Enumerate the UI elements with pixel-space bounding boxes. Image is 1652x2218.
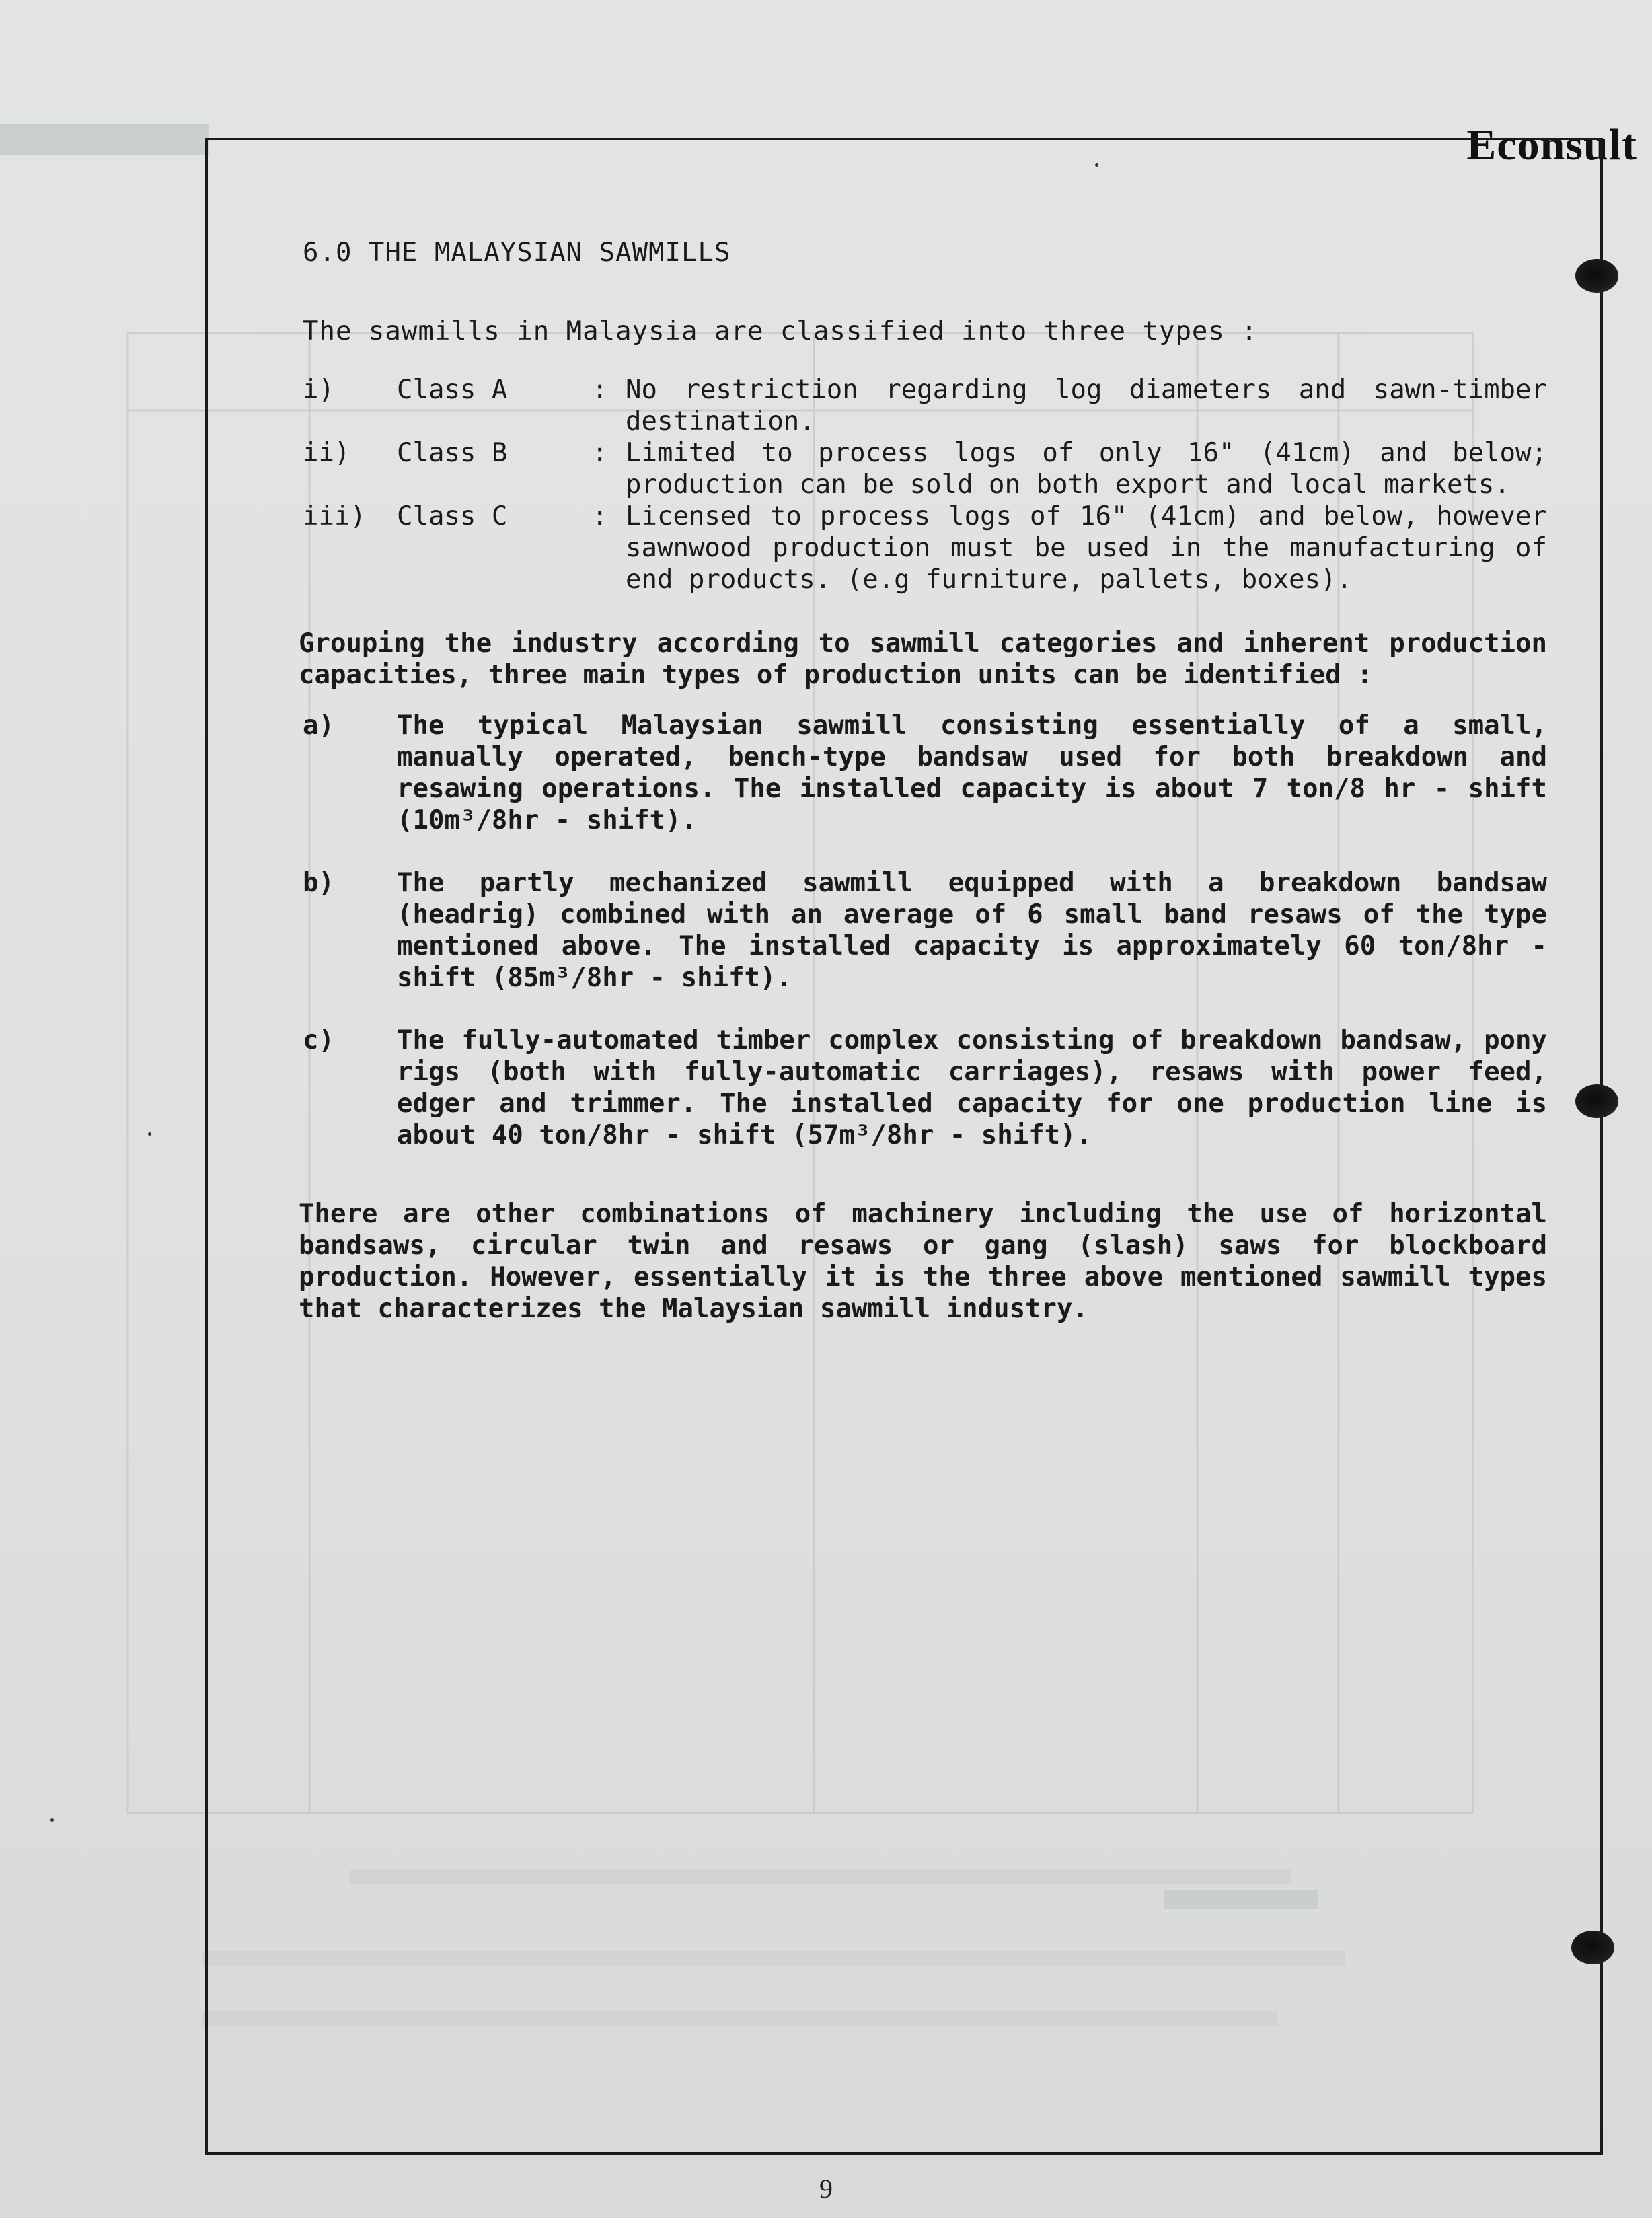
class-name: Class C bbox=[397, 501, 508, 531]
document-body bbox=[296, 237, 1547, 1325]
class-description: Limited to process logs of only 16" (41cm) and below; production can be sold on both export and local markets. bbox=[626, 438, 1547, 500]
unit-text: The typical Malaysian sawmill consisting essentially of a small, manually operated, bench-type bandsaw used for both breakdown and resawing operations. The installed capacity is about 7 ton/8 hr - shift (10m³/8hr - shift). bbox=[397, 710, 1547, 836]
speck bbox=[1095, 163, 1098, 167]
unit-text: The fully-automated timber complex consisting of breakdown bandsaw, pony rigs (both with fully-automatic carriages), resaws with power feed, edger and trimmer. The installed capacity for one production line is about 40 ton/8hr - shift (57m³/8hr - shift). bbox=[397, 1025, 1547, 1150]
class-description: No restriction regarding log diameters and sawn-timber destination. bbox=[626, 375, 1547, 437]
econsult-brand: Econsult bbox=[1466, 120, 1637, 170]
class-colon: : bbox=[592, 501, 608, 531]
class-item bbox=[303, 437, 1547, 501]
page-number: 9 bbox=[819, 2174, 833, 2204]
class-colon: : bbox=[592, 438, 608, 468]
punch-hole-bottom bbox=[1571, 1931, 1614, 1964]
unit-letter: c) bbox=[303, 1025, 334, 1056]
punch-hole-top bbox=[1575, 259, 1618, 293]
class-number: ii) bbox=[303, 438, 350, 468]
intro-text: The sawmills in Malaysia are classified into three types : bbox=[303, 316, 1258, 346]
class-list bbox=[296, 374, 1547, 595]
unit-letter: a) bbox=[303, 710, 334, 741]
class-item bbox=[303, 374, 1547, 437]
class-number: iii) bbox=[303, 501, 366, 531]
unit-list bbox=[296, 710, 1547, 1151]
class-colon: : bbox=[592, 375, 608, 405]
unit-text: The partly mechanized sawmill equipped with a breakdown bandsaw (headrig) combined with an average of 6 small band resaws of the type mentioned above. The installed capacity is approximately 60 ton/8hr - shift (85m³/8hr - shift). bbox=[397, 868, 1547, 993]
unit-item bbox=[296, 710, 1547, 836]
class-description: Licensed to process logs of 16" (41cm) and below, however sawnwood production must be used in the manufacturing of end products. (e.g furniture, pallets, boxes). bbox=[626, 501, 1547, 595]
unit-letter: b) bbox=[303, 868, 334, 898]
class-name: Class B bbox=[397, 438, 508, 468]
speck bbox=[50, 1818, 54, 1822]
unit-item bbox=[296, 867, 1547, 994]
closing-paragraph: There are other combinations of machinery including the use of horizontal bandsaws, circular twin and resaws or gang (slash) saws for blockboard production. However, essentially it is the three above mentioned sawmill types that characterizes the Malaysian sawmill industry. bbox=[299, 1199, 1547, 1324]
section-heading: 6.0 THE MALAYSIAN SAWMILLS bbox=[303, 237, 731, 268]
class-item bbox=[303, 501, 1547, 595]
grouping-paragraph: Grouping the industry according to sawmill categories and inherent production capacities, three main types of production units can be identified : bbox=[299, 628, 1547, 690]
speck bbox=[148, 1132, 151, 1136]
class-number: i) bbox=[303, 375, 334, 405]
unit-item bbox=[296, 1025, 1547, 1151]
class-name: Class A bbox=[397, 375, 508, 405]
punch-hole-middle bbox=[1575, 1084, 1618, 1118]
